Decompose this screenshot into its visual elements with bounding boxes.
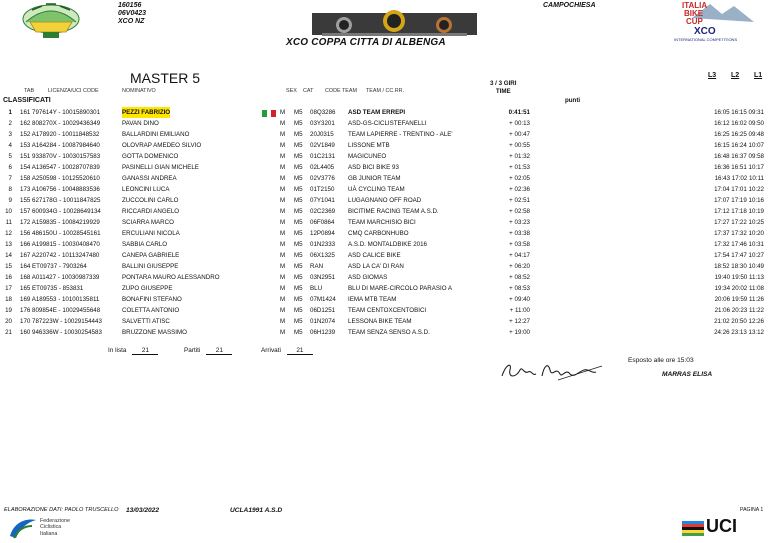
team-cell: BICITIME RACING TEAM A.S.D. bbox=[348, 208, 439, 215]
category-cell: M5 bbox=[294, 120, 303, 127]
table-row bbox=[0, 140, 768, 151]
page-number: PAGINA 1 bbox=[740, 507, 764, 513]
col-header-team: TEAM / CC.RR. bbox=[366, 88, 405, 94]
time-cell: + 08:52 bbox=[509, 274, 530, 281]
team-code-cell: 01N2333 bbox=[310, 241, 336, 248]
category-cell: M5 bbox=[294, 307, 303, 314]
team-cell: TEAM LAPIERRE - TRENTINO - ALE' bbox=[348, 131, 453, 138]
category-cell: M5 bbox=[294, 164, 303, 171]
team-code-cell: 08Q3286 bbox=[310, 109, 336, 116]
time-cell: + 00:13 bbox=[509, 120, 530, 127]
time-cell: + 12:27 bbox=[509, 318, 530, 325]
licence-cell: 172 A159835 - 10084219929 bbox=[20, 219, 100, 226]
team-cell: A.S.D. MONTALDBIKE 2016 bbox=[348, 241, 427, 248]
licence-cell: 168 A011427 - 10030987339 bbox=[20, 274, 100, 281]
arrived-label: Arrivati bbox=[261, 347, 281, 354]
rider-name-cell: PASINELLI GIAN MICHELE bbox=[122, 164, 199, 171]
team-cell: ASD GIOMAS bbox=[348, 274, 388, 281]
lap-times-cell: 18:52 18:30 10:49 bbox=[714, 263, 764, 270]
table-row bbox=[0, 173, 768, 184]
category-cell: M5 bbox=[294, 186, 303, 193]
table-row bbox=[0, 283, 768, 294]
licence-cell: 160 946336W - 10030254583 bbox=[20, 329, 102, 336]
svg-text:XCO: XCO bbox=[694, 26, 716, 37]
category-cell: M5 bbox=[294, 197, 303, 204]
signature-icon bbox=[498, 356, 608, 384]
lap-times-cell: 16:43 17:02 10:11 bbox=[714, 175, 764, 182]
rank-cell: 20 bbox=[5, 318, 12, 325]
category-cell: M5 bbox=[294, 153, 303, 160]
category-cell: M5 bbox=[294, 263, 303, 270]
lap-times-cell: 16:48 16:37 09:58 bbox=[714, 153, 764, 160]
category-cell: M5 bbox=[294, 208, 303, 215]
lap-times-cell: 21:02 20:50 12:26 bbox=[714, 318, 764, 325]
rank-cell: 21 bbox=[5, 329, 12, 336]
rider-name-cell: PONTARA MAURO ALESSANDRO bbox=[122, 274, 220, 281]
rank-cell: 10 bbox=[5, 208, 12, 215]
table-row bbox=[0, 228, 768, 239]
team-code-cell: 02V1849 bbox=[310, 142, 335, 149]
lap-times-cell: 16:15 16:24 10:07 bbox=[714, 142, 764, 149]
time-cell: + 11:00 bbox=[509, 307, 530, 314]
table-row bbox=[0, 184, 768, 195]
table-row bbox=[0, 206, 768, 217]
team-cell: TEAM CENTOXCENTOBICI bbox=[348, 307, 427, 314]
rank-cell: 4 bbox=[8, 142, 12, 149]
licence-cell: 155 627178G - 10011847825 bbox=[20, 197, 101, 204]
rider-name-cell: ERCULIANI NICOLA bbox=[122, 230, 180, 237]
team-cell: TEAM MARCHISIO BICI bbox=[348, 219, 416, 226]
rank-cell: 5 bbox=[8, 153, 12, 160]
licence-cell: 151 933870V - 10030157583 bbox=[20, 153, 101, 160]
rider-name-cell: GANASSI ANDREA bbox=[122, 175, 177, 182]
started-value: 21 bbox=[206, 347, 232, 355]
sex-cell: M bbox=[280, 175, 286, 182]
sex-cell: M bbox=[280, 197, 286, 204]
fci-text: Federazione bbox=[40, 518, 70, 524]
team-code-cell: 07M1424 bbox=[310, 296, 336, 303]
sex-cell: M bbox=[280, 208, 286, 215]
sex-cell: M bbox=[280, 252, 286, 259]
category-cell: M5 bbox=[294, 274, 303, 281]
time-cell: + 04:17 bbox=[509, 252, 530, 259]
rider-name-cell: PAVAN DINO bbox=[122, 120, 159, 127]
team-cell: ASD CALICE BIKE bbox=[348, 252, 401, 259]
licence-cell: 166 A199815 - 10030408470 bbox=[20, 241, 100, 248]
team-cell: ASD-GS-CICLISTEFANELLI bbox=[348, 120, 427, 127]
exposed-time: Esposto alle ore 15:03 bbox=[628, 357, 694, 364]
svg-text:ITALIA: ITALIA bbox=[682, 1, 708, 10]
col-header-cat: CAT bbox=[303, 88, 314, 94]
team-code-cell: 01T2150 bbox=[310, 186, 335, 193]
category-cell: M5 bbox=[294, 230, 303, 237]
col-header-tab: TAB bbox=[24, 88, 35, 94]
rank-cell: 9 bbox=[8, 197, 12, 204]
licence-cell: 161 797614Y - 10015890301 bbox=[20, 109, 101, 116]
uci-rainbow-icon bbox=[682, 521, 704, 537]
in-list-label: In lista bbox=[108, 347, 127, 354]
licence-cell: 170 787223W - 10029154443 bbox=[20, 318, 102, 325]
team-cell: TEAM SENZA SENSO A.S.D. bbox=[348, 329, 430, 336]
table-row bbox=[0, 305, 768, 316]
sex-cell: M bbox=[280, 285, 286, 292]
table-row bbox=[0, 272, 768, 283]
team-code-cell: 01C2131 bbox=[310, 153, 336, 160]
rank-cell: 17 bbox=[5, 285, 12, 292]
footer-date: 13/03/2022 bbox=[126, 507, 160, 514]
table-row bbox=[0, 195, 768, 206]
rider-name-cell: BALLARDINI EMILIANO bbox=[122, 131, 190, 138]
category-cell: M5 bbox=[294, 175, 303, 182]
table-row bbox=[0, 316, 768, 327]
arrived-value: 21 bbox=[287, 347, 313, 355]
italia-bike-cup-logo bbox=[672, 0, 762, 46]
table-row bbox=[0, 239, 768, 250]
time-cell: + 02:36 bbox=[509, 186, 530, 193]
svg-text:CUP: CUP bbox=[686, 17, 703, 26]
licence-cell: 176 809854E - 10029455648 bbox=[20, 307, 101, 314]
sex-cell: M bbox=[280, 263, 286, 270]
time-cell: + 02:58 bbox=[509, 208, 530, 215]
licence-cell: 165 ET09735 - 853831 bbox=[20, 285, 84, 292]
table-row bbox=[0, 294, 768, 305]
team-code-cell: 12P0894 bbox=[310, 230, 335, 237]
lap-times-cell: 19:34 20:02 11:08 bbox=[714, 285, 764, 292]
team-code-cell: 02V3776 bbox=[310, 175, 335, 182]
team-cell: ASD LA CA' DI RAN bbox=[348, 263, 404, 270]
lap-times-cell: 19:40 19:50 11:13 bbox=[714, 274, 764, 281]
sex-cell: M bbox=[280, 142, 286, 149]
team-code-cell: 06X1325 bbox=[310, 252, 335, 259]
lap-header-l3: L3 bbox=[708, 72, 717, 79]
team-code-cell: BLU bbox=[310, 285, 323, 292]
rider-name-cell: BRUZZONE MASSIMO bbox=[122, 329, 187, 336]
signer-name: MARRAS ELISA bbox=[662, 371, 713, 378]
rank-cell: 12 bbox=[5, 230, 12, 237]
time-cell: + 08:53 bbox=[509, 285, 530, 292]
time-cell: + 06:20 bbox=[509, 263, 530, 270]
sex-cell: M bbox=[280, 219, 286, 226]
sex-cell: M bbox=[280, 120, 286, 127]
time-cell: + 01:32 bbox=[509, 153, 530, 160]
team-code-cell: 02C2369 bbox=[310, 208, 336, 215]
lap-times-cell: 24:26 23:13 13:12 bbox=[714, 329, 764, 336]
uci-text: UCI bbox=[706, 516, 737, 536]
category-cell: M5 bbox=[294, 131, 303, 138]
table-row bbox=[0, 129, 768, 140]
in-list-value: 21 bbox=[132, 347, 158, 355]
sex-cell: M bbox=[280, 274, 286, 281]
points-label: punti bbox=[565, 97, 581, 104]
laps-count: 3 / 3 GIRI bbox=[490, 80, 517, 87]
race-code: 160156 bbox=[118, 2, 142, 9]
fci-logo-icon bbox=[8, 516, 38, 540]
lap-times-cell: 17:07 17:19 10:16 bbox=[714, 197, 764, 204]
race-code: 06V0423 bbox=[118, 10, 147, 17]
fci-logo bbox=[8, 516, 84, 542]
rank-cell: 14 bbox=[5, 252, 12, 259]
licence-cell: 167 A220742 - 10113247480 bbox=[20, 252, 100, 259]
count-arrived bbox=[261, 347, 313, 355]
laps-info bbox=[490, 80, 516, 96]
time-cell: + 03:58 bbox=[509, 241, 530, 248]
footer-elaboration: ELABORAZIONE DATI: PAOLO TRUSCELLO bbox=[4, 507, 119, 513]
team-code-cell: RAN bbox=[310, 263, 324, 270]
sex-cell: M bbox=[280, 164, 286, 171]
col-header-code-team: CODE TEAM bbox=[325, 88, 357, 94]
rank-cell: 15 bbox=[5, 263, 12, 270]
team-cell: UÀ CYCLING TEAM bbox=[348, 186, 405, 193]
footer-club: UCLA1991 A.S.D bbox=[230, 507, 283, 514]
rider-name-cell: SALVETTI ATISC bbox=[122, 318, 170, 325]
licence-cell: 162 808270X - 10029436349 bbox=[20, 120, 101, 127]
category-title: MASTER 5 bbox=[130, 70, 201, 86]
rank-cell: 19 bbox=[5, 307, 12, 314]
table-row bbox=[0, 107, 768, 118]
lap-times-cell: 21:06 20:23 11:22 bbox=[714, 307, 764, 314]
col-header-name: NOMINATIVO bbox=[122, 88, 156, 94]
licence-cell: 156 486150U - 10028545161 bbox=[20, 230, 101, 237]
event-logo-icon bbox=[16, 2, 86, 42]
rank-cell: 13 bbox=[5, 241, 12, 248]
time-cell: + 19:00 bbox=[509, 329, 530, 336]
table-row bbox=[0, 250, 768, 261]
team-code-cell: 03N2951 bbox=[310, 274, 336, 281]
sex-cell: M bbox=[280, 230, 286, 237]
rider-name-cell: LEONCINI LUCA bbox=[122, 186, 170, 193]
lap-times-cell: 17:04 17:01 10:22 bbox=[714, 186, 764, 193]
category-cell: M5 bbox=[294, 296, 303, 303]
lap-times-cell: 16:05 16:15 09:31 bbox=[714, 109, 764, 116]
italian-flag-icon bbox=[262, 110, 276, 117]
rider-name-cell: GOTTA DOMENICO bbox=[122, 153, 179, 160]
time-cell: + 01:53 bbox=[509, 164, 530, 171]
category-cell: M5 bbox=[294, 109, 303, 116]
category-cell: M5 bbox=[294, 219, 303, 226]
table-row bbox=[0, 151, 768, 162]
licence-cell: 164 ET09737 - 7903264 bbox=[20, 263, 87, 270]
team-code-cell: 20J0315 bbox=[310, 131, 334, 138]
lap-times-cell: 17:37 17:32 10:20 bbox=[714, 230, 764, 237]
team-code-cell: 07Y1041 bbox=[310, 197, 335, 204]
team-cell: BLU DI MARE-CIRCOLO PARASIO A bbox=[348, 285, 453, 292]
rider-name-cell: RICCARDI ANGELO bbox=[122, 208, 180, 215]
count-started bbox=[184, 347, 232, 355]
time-cell: + 00:47 bbox=[509, 131, 530, 138]
rank-cell: 1 bbox=[8, 109, 12, 116]
uci-logo bbox=[680, 516, 766, 540]
team-cell: IEMA MTB TEAM bbox=[348, 296, 397, 303]
race-codes bbox=[118, 2, 146, 26]
team-cell: ASD TEAM ERREPI bbox=[348, 109, 406, 116]
fci-text: Italiana bbox=[40, 530, 58, 537]
svg-text:INTERNATIONAL COMPETITIONS: INTERNATIONAL COMPETITIONS bbox=[674, 37, 738, 42]
rank-cell: 3 bbox=[8, 131, 12, 138]
licence-cell: 158 A250598 - 10125520610 bbox=[20, 175, 100, 182]
sex-cell: M bbox=[280, 186, 286, 193]
team-code-cell: 06H1239 bbox=[310, 329, 336, 336]
licence-cell: 154 A136547 - 10028707839 bbox=[20, 164, 100, 171]
team-code-cell: 06F0864 bbox=[310, 219, 335, 226]
sex-cell: M bbox=[280, 296, 286, 303]
event-title: XCO COPPA CITTA DI ALBENGA bbox=[286, 37, 446, 48]
time-cell: + 02:05 bbox=[509, 175, 530, 182]
sex-cell: M bbox=[280, 329, 286, 336]
rider-name-cell: OLOVRAP AMEDEO SILVIO bbox=[122, 142, 202, 149]
rider-name-cell: ZUCCOLINI CARLO bbox=[122, 197, 179, 204]
rank-cell: 16 bbox=[5, 274, 12, 281]
licence-cell: 157 600934G - 10028649134 bbox=[20, 208, 101, 215]
trophies-icon bbox=[312, 7, 477, 37]
licence-cell: 173 A106756 - 10048883536 bbox=[20, 186, 100, 193]
lap-header-l2: L2 bbox=[731, 72, 740, 79]
category-cell: M5 bbox=[294, 329, 303, 336]
rider-name-cell: BALLINI GIUSEPPE bbox=[122, 263, 179, 270]
time-header: TIME bbox=[495, 88, 511, 95]
team-cell: ASD BICI BIKE 93 bbox=[348, 164, 399, 171]
rank-cell: 7 bbox=[8, 175, 12, 182]
category-cell: M5 bbox=[294, 318, 303, 325]
lap-times-cell: 16:36 16:51 10:17 bbox=[714, 164, 764, 171]
rider-name-cell: CANEPA GABRIELE bbox=[122, 252, 180, 259]
col-header-licence: LICENZA/UCI CODE bbox=[48, 88, 99, 94]
rank-cell: 8 bbox=[8, 186, 12, 193]
team-code-cell: 06D1251 bbox=[310, 307, 336, 314]
col-header-sex: SEX bbox=[286, 88, 297, 94]
rank-cell: 11 bbox=[5, 219, 12, 226]
team-cell: GB JUNIOR TEAM bbox=[348, 175, 401, 182]
lap-header-l1: L1 bbox=[754, 72, 763, 79]
team-code-cell: 01N2074 bbox=[310, 318, 336, 325]
rider-name-cell: SABBIA CARLO bbox=[122, 241, 168, 248]
section-label: CLASSIFICATI bbox=[3, 97, 51, 104]
started-label: Partiti bbox=[184, 347, 201, 354]
count-in-list bbox=[108, 347, 158, 355]
sex-cell: M bbox=[280, 318, 286, 325]
rider-name-cell: SCIARRA MARCO bbox=[122, 219, 174, 226]
category-cell: M5 bbox=[294, 142, 303, 149]
lap-times-cell: 17:27 17:22 10:25 bbox=[714, 219, 764, 226]
rider-name-cell: BONAFINI STEFANO bbox=[122, 296, 182, 303]
lap-times-cell: 17:54 17:47 10:27 bbox=[714, 252, 764, 259]
lap-times-cell: 16:12 16:02 09:50 bbox=[714, 120, 764, 127]
table-row bbox=[0, 217, 768, 228]
team-cell: MAGICUNEO bbox=[348, 153, 387, 160]
rider-name-cell: ZUPO GIUSEPPE bbox=[122, 285, 173, 292]
licence-cell: 152 A178920 - 10011848532 bbox=[20, 131, 100, 138]
sex-cell: M bbox=[280, 153, 286, 160]
race-code: XCO NZ bbox=[118, 18, 145, 25]
table-row bbox=[0, 162, 768, 173]
table-row bbox=[0, 327, 768, 338]
table-row bbox=[0, 118, 768, 129]
time-cell: 0:41:51 bbox=[508, 109, 530, 116]
team-cell: LUGAGNANO OFF ROAD bbox=[348, 197, 422, 204]
rider-name-cell: PEZZI FABRIZIO bbox=[122, 109, 171, 116]
rank-cell: 6 bbox=[8, 164, 12, 171]
lap-times-cell: 20:06 19:59 11:26 bbox=[714, 296, 764, 303]
time-cell: + 02:51 bbox=[509, 197, 530, 204]
time-cell: + 03:23 bbox=[509, 219, 530, 226]
lap-times-cell: 17:12 17:18 10:19 bbox=[714, 208, 764, 215]
licence-cell: 153 A164284 - 10087984640 bbox=[20, 142, 100, 149]
licence-cell: 169 A189553 - 10100135811 bbox=[20, 296, 100, 303]
category-cell: M5 bbox=[294, 241, 303, 248]
team-code-cell: 02L4405 bbox=[310, 164, 335, 171]
category-cell: M5 bbox=[294, 252, 303, 259]
sex-cell: M bbox=[280, 109, 286, 116]
lap-times-cell: 17:32 17:46 10:31 bbox=[714, 241, 764, 248]
team-code-cell: 03Y3201 bbox=[310, 120, 335, 127]
rank-cell: 2 bbox=[8, 120, 12, 127]
team-cell: LISSONE MTB bbox=[348, 142, 390, 149]
fci-text: Ciclistica bbox=[40, 524, 62, 531]
time-cell: + 00:55 bbox=[509, 142, 530, 149]
team-cell: CMQ CARBONHUBO bbox=[348, 230, 409, 237]
svg-text:BIKE: BIKE bbox=[684, 9, 704, 18]
sex-cell: M bbox=[280, 131, 286, 138]
lap-times-cell: 16:25 16:25 09:48 bbox=[714, 131, 764, 138]
category-cell: M5 bbox=[294, 285, 303, 292]
bike-cup-logo-icon bbox=[672, 0, 762, 46]
time-cell: + 03:38 bbox=[509, 230, 530, 237]
team-cell: LESSONA BIKE TEAM bbox=[348, 318, 412, 325]
rank-cell: 18 bbox=[5, 296, 12, 303]
time-cell: + 09:40 bbox=[509, 296, 530, 303]
race-location: CAMPOCHIESA bbox=[543, 2, 596, 9]
rider-name-cell: COLETTA ANTONIO bbox=[122, 307, 180, 314]
table-row bbox=[0, 261, 768, 272]
sex-cell: M bbox=[280, 307, 286, 314]
sex-cell: M bbox=[280, 241, 286, 248]
